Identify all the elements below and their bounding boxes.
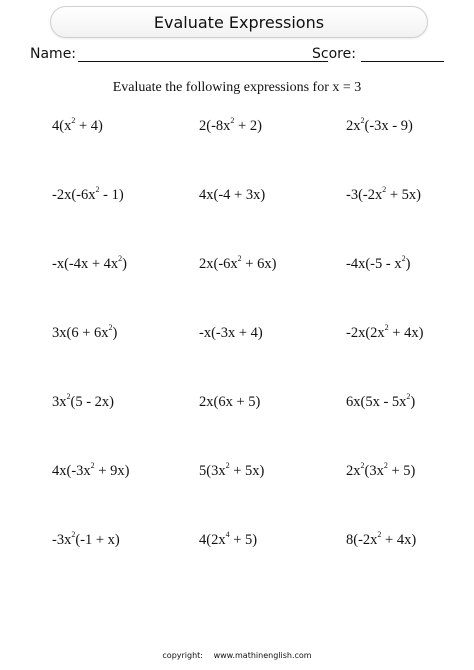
page-title: Evaluate Expressions <box>153 12 325 32</box>
name-blank-line[interactable] <box>78 61 328 62</box>
exponent: 2 <box>225 460 230 470</box>
expression-text: 2x <box>346 463 361 479</box>
expression-text: 8(-2x <box>346 532 378 548</box>
exponent: 2 <box>66 391 71 401</box>
expression-item <box>199 529 346 601</box>
exponent: 2 <box>230 115 235 125</box>
expression-text: + 5x) <box>229 463 265 479</box>
expression-text: + 5x) <box>386 187 422 203</box>
expression-text: -3x <box>52 532 72 548</box>
expression-text: (3x <box>364 463 384 479</box>
expression-text: 2x(6x + 5) <box>199 394 261 410</box>
expression-item <box>346 322 452 394</box>
copyright-label: copyright: <box>162 651 204 660</box>
expression-text: (-3x - 9) <box>364 118 413 134</box>
exponent: 2 <box>108 322 113 332</box>
expression-text: 5(3x <box>199 463 226 479</box>
exponent: 2 <box>406 391 411 401</box>
exponent: 2 <box>401 253 406 263</box>
exponent: 2 <box>360 115 365 125</box>
exponent: 2 <box>360 460 365 470</box>
expression-text: -x(-3x + 4) <box>199 325 263 341</box>
expression-item <box>52 322 199 394</box>
expression-grid <box>52 115 452 618</box>
footer <box>0 651 474 660</box>
expression-item <box>52 460 199 532</box>
expression-text: + 4x) <box>381 532 417 548</box>
expression-text: (5 - 2x) <box>70 394 114 410</box>
expression-text: -3(-2x <box>346 187 383 203</box>
score-blank-line[interactable] <box>361 61 444 62</box>
expression-item <box>199 325 346 394</box>
exponent: 2 <box>382 184 387 194</box>
expression-text: -2x(-6x <box>52 187 96 203</box>
expression-text: + 4) <box>75 118 103 134</box>
expression-text: -x(-4x + 4x <box>52 256 119 272</box>
expression-item <box>346 460 452 532</box>
instructions: Evaluate the following expressions for x = 3 <box>112 80 362 95</box>
name-label: Name: <box>30 46 77 62</box>
expression-text: 4x(-3x <box>52 463 91 479</box>
expression-text: + 5) <box>387 463 416 479</box>
expression-text: 2x <box>346 118 361 134</box>
expression-item <box>346 391 452 463</box>
expression-item <box>199 394 346 463</box>
website-link[interactable]: www.mathinenglish.com <box>213 651 312 660</box>
expression-text: -4x(-5 - x <box>346 256 402 272</box>
expression-text: ) <box>112 325 118 341</box>
expression-item <box>199 115 346 187</box>
expression-text: 6x(5x - 5x <box>346 394 407 410</box>
expression-text: + 2) <box>234 118 262 134</box>
exponent: 2 <box>383 460 388 470</box>
expression-item <box>346 529 452 601</box>
expression-item <box>52 253 199 325</box>
expression-text: 2x(-6x <box>199 256 238 272</box>
expression-text: + 5) <box>229 532 258 548</box>
exponent: 2 <box>237 253 242 263</box>
expression-item <box>52 184 199 256</box>
expression-item <box>199 460 346 532</box>
expression-item <box>199 253 346 325</box>
expression-text: 4x(-4 + 3x) <box>199 187 266 203</box>
exponent: 2 <box>118 253 123 263</box>
expression-text: (-1 + x) <box>75 532 120 548</box>
exponent: 2 <box>377 529 382 539</box>
title-banner <box>50 6 428 38</box>
exponent: 4 <box>225 529 230 539</box>
exponent: 2 <box>90 460 95 470</box>
expression-text: 4(2x <box>199 532 226 548</box>
expression-text: ) <box>405 256 411 272</box>
expression-text: + 9x) <box>94 463 130 479</box>
expression-item <box>199 187 346 256</box>
expression-text: 2(-8x <box>199 118 231 134</box>
expression-item <box>346 115 452 187</box>
name-score-row <box>30 44 444 68</box>
expression-text: - 1) <box>99 187 124 203</box>
expression-text: 3x <box>52 394 67 410</box>
expression-item <box>346 184 452 256</box>
score-label: Score: <box>312 46 356 62</box>
expression-text: ) <box>122 256 128 272</box>
expression-item <box>346 253 452 325</box>
exponent: 2 <box>384 322 389 332</box>
exponent: 2 <box>71 115 76 125</box>
expression-item <box>52 115 199 187</box>
expression-item <box>52 391 199 463</box>
expression-item <box>52 529 199 601</box>
expression-text: 3x(6 + 6x <box>52 325 109 341</box>
expression-text: -2x(2x <box>346 325 385 341</box>
expression-text: + 6x) <box>241 256 277 272</box>
expression-text: 4(x <box>52 118 72 134</box>
expression-text: ) <box>410 394 416 410</box>
exponent: 2 <box>95 184 100 194</box>
expression-text: + 4x) <box>388 325 424 341</box>
exponent: 2 <box>71 529 76 539</box>
